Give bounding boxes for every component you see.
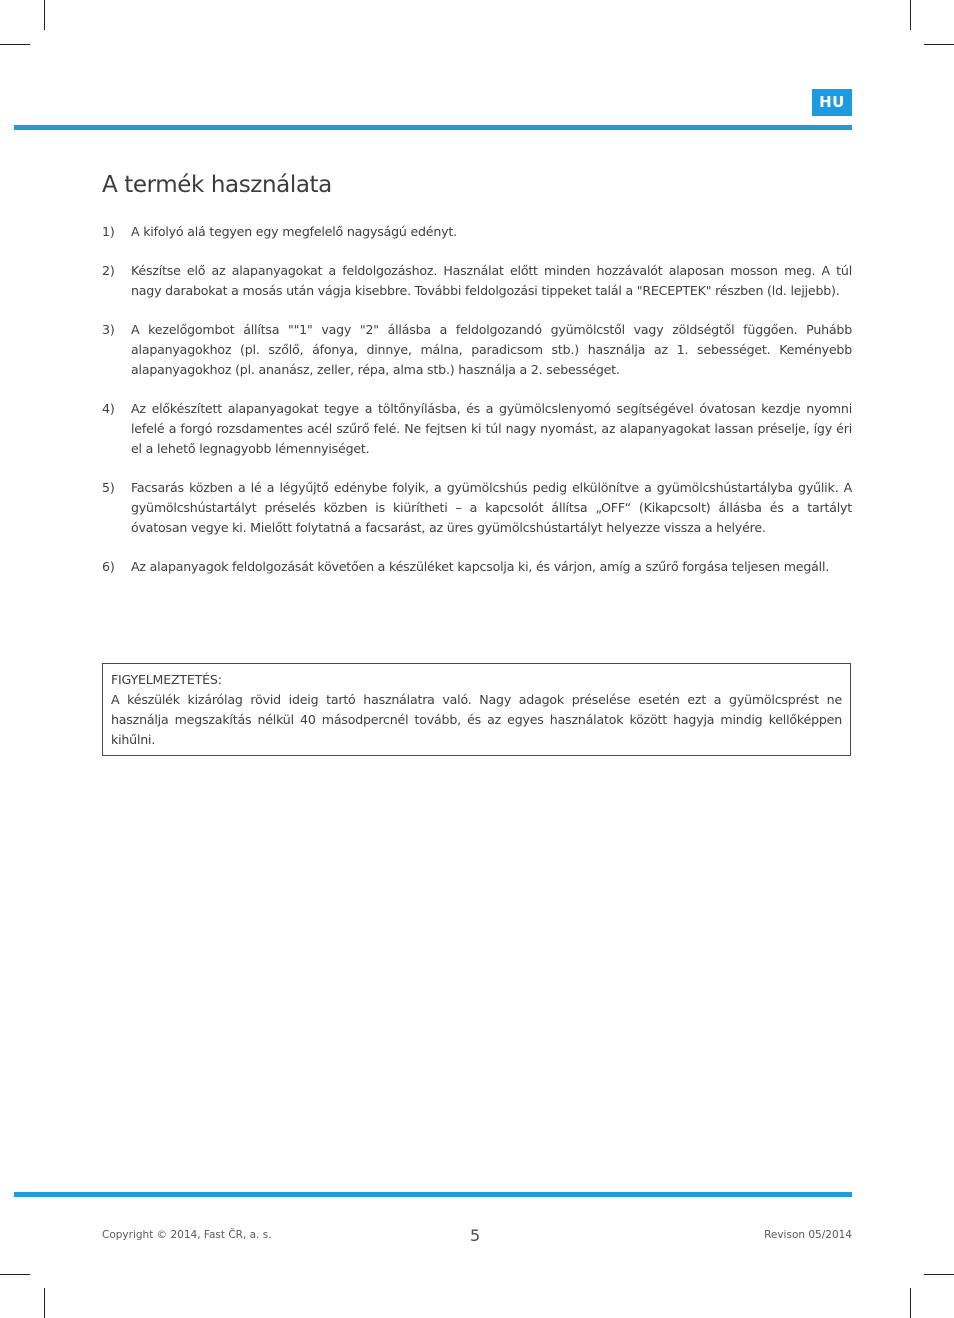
crop-mark	[44, 1288, 45, 1318]
crop-mark	[910, 1288, 911, 1318]
warning-text: A készülék kizárólag rövid ideig tartó használatra való. Nagy adagok préselése esetén ezt a gyümölcsprést ne használja megszakítás nélkül 40 másodpercnél tovább, és az egyes használatok között hagyja mindig kellőképpen kihűlni.	[111, 692, 842, 747]
step-number: 6)	[102, 559, 115, 574]
footer-rule	[14, 1192, 852, 1197]
crop-mark	[44, 0, 45, 30]
step-number: 2)	[102, 263, 115, 278]
step-number: 1)	[102, 224, 115, 239]
warning-box	[102, 663, 851, 756]
language-badge: HU	[812, 89, 852, 116]
copyright-text: Copyright © 2014, Fast ČR, a. s.	[102, 1229, 272, 1241]
step-number: 3)	[102, 322, 115, 337]
step-text: A kezelőgombot állítsa ""1" vagy "2" állásba a feldolgozandó gyümölcstől vagy zöldségtől függően. Puhább alapanyagokhoz (pl. szőlő, áfonya, dinnye, málna, paradicsom stb.) használja az 1. sebességet. Keményebb alapanyagokhoz (pl. ananász, zeller, répa, alma stb.) használja a 2. sebességet.	[131, 322, 852, 377]
revision-text: Revison 05/2014	[764, 1229, 852, 1241]
step-text: Készítse elő az alapanyagokat a feldolgozáshoz. Használat előtt minden hozzávalót alaposan mosson meg. A túl nagy darabokat a mosás után vágja kisebbre. További feldolgozási tippeket talál a "RECEPTEK" részben (ld. lejjebb).	[131, 263, 852, 298]
header-rule	[14, 125, 852, 130]
list-item	[102, 557, 852, 577]
step-number: 5)	[102, 480, 115, 495]
crop-mark	[924, 1274, 954, 1275]
step-text: A kifolyó alá tegyen egy megfelelő nagyságú edényt.	[131, 224, 457, 239]
list-item	[102, 478, 852, 538]
crop-mark	[910, 0, 911, 30]
list-item	[102, 320, 852, 380]
page-number: 5	[470, 1226, 481, 1245]
list-item	[102, 222, 852, 242]
list-item	[102, 399, 852, 459]
step-number: 4)	[102, 401, 115, 416]
steps-list	[102, 222, 852, 596]
page-title: A termék használata	[102, 172, 332, 198]
crop-mark	[924, 44, 954, 45]
warning-title: FIGYELMEZTETÉS:	[111, 672, 222, 687]
crop-mark	[0, 44, 30, 45]
step-text: Az előkészített alapanyagokat tegye a töltőnyílásba, és a gyümölcslenyomó segítségével óvatosan kezdje nyomni lefelé a forgó rozsdamentes acél szűrő felé. Ne fejtsen ki túl nagy nyomást, az alapanyagokat lassan préselje, így éri el a lehető legnagyobb lémennyiséget.	[131, 401, 852, 456]
list-item	[102, 261, 852, 301]
step-text: Facsarás közben a lé a légyűjtő edénybe folyik, a gyümölcshús pedig elkülönítve a gyümölcshústartályba gyűlik. A gyümölcshústartályt préselés közben is kiürítheti – a kapcsolót állítsa „OFF“ (Kikapcsolt) állásba és a tartályt óvatosan vegye ki. Mielőtt folytatná a facsarást, az üres gyümölcshústartályt helyezze vissza a helyére.	[131, 480, 852, 535]
crop-mark	[0, 1274, 30, 1275]
step-text: Az alapanyagok feldolgozását követően a készüléket kapcsolja ki, és várjon, amíg a szűrő forgása teljesen megáll.	[131, 559, 830, 574]
